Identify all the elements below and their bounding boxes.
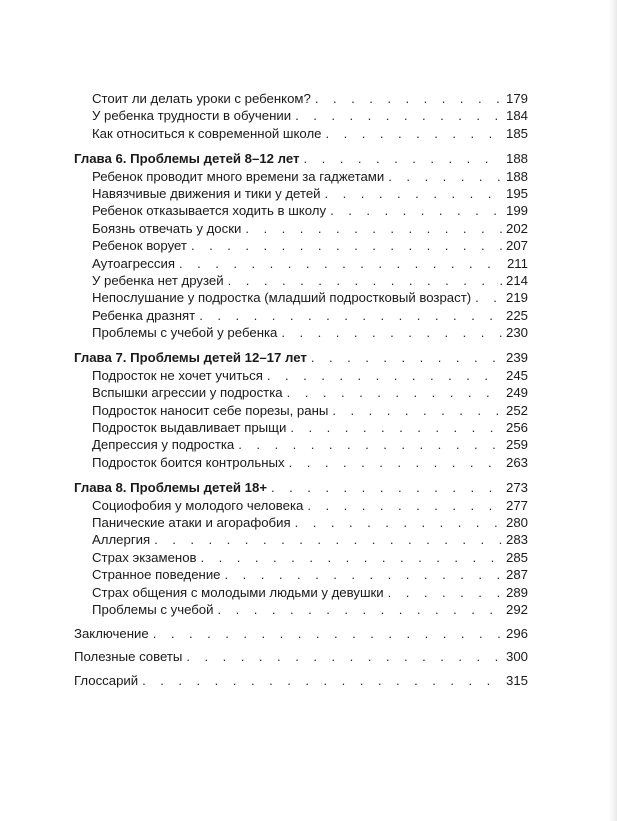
dot-leader bbox=[179, 255, 503, 272]
dot-leader bbox=[289, 454, 502, 471]
toc-entry-title: Проблемы с учебой у ребенка bbox=[92, 325, 278, 341]
toc-entry-title: Подросток наносит себе порезы, раны bbox=[92, 402, 329, 418]
dot-leader bbox=[186, 648, 502, 665]
toc-entry bbox=[74, 307, 528, 324]
toc-entry bbox=[74, 125, 528, 142]
toc-entry-page: 287 bbox=[505, 567, 528, 583]
dot-leader bbox=[201, 549, 502, 566]
toc-entry bbox=[74, 601, 528, 618]
chapter-page: 273 bbox=[505, 480, 528, 496]
toc-entry-page: 207 bbox=[505, 238, 528, 254]
dot-leader bbox=[238, 436, 502, 453]
dot-leader bbox=[290, 419, 502, 436]
toc-entry bbox=[74, 402, 528, 419]
toc-entry bbox=[74, 168, 528, 185]
dot-leader bbox=[295, 107, 502, 124]
toc-entry-page: 245 bbox=[505, 367, 528, 383]
toc-entry-page: 259 bbox=[505, 437, 528, 453]
toc-entry bbox=[74, 454, 528, 471]
dot-leader bbox=[153, 625, 502, 642]
dot-leader bbox=[245, 220, 502, 237]
toc-entry-page: 277 bbox=[505, 497, 528, 513]
toc-entry bbox=[74, 107, 528, 124]
toc-entry-page: 179 bbox=[505, 91, 528, 106]
toc-entry-title: Аллергия bbox=[92, 532, 151, 548]
dot-leader bbox=[287, 384, 502, 401]
toc-entry-page: 230 bbox=[505, 325, 528, 341]
toc-entry bbox=[74, 202, 528, 219]
dot-leader bbox=[332, 402, 502, 419]
toc-entry-title: Панические атаки и агорафобия bbox=[92, 514, 291, 530]
toc-entry bbox=[74, 531, 528, 548]
dot-leader bbox=[304, 150, 502, 167]
chapter-title: Глава 7. Проблемы детей 12–17 лет bbox=[74, 350, 307, 366]
toc-useful-tips bbox=[74, 648, 528, 665]
toc-entry bbox=[74, 255, 528, 272]
toc-entry-page: 199 bbox=[505, 203, 528, 219]
dot-leader bbox=[228, 272, 502, 289]
toc-entry-page: 289 bbox=[505, 584, 528, 600]
toc-entry-title: Подросток не хочет учиться bbox=[92, 367, 263, 383]
toc-entry-page: 249 bbox=[505, 385, 528, 401]
toc-conclusion bbox=[74, 625, 528, 642]
toc-entry bbox=[74, 324, 528, 341]
toc-entry-page: 300 bbox=[505, 649, 528, 665]
toc-entry-page: 214 bbox=[505, 272, 528, 288]
toc-entry-title: Вспышки агрессии у подростка bbox=[92, 385, 283, 401]
toc-entry-title: Непослушание у подростка (младший подростковый возраст) bbox=[92, 290, 472, 306]
toc-entry-page: 252 bbox=[505, 402, 528, 418]
toc-entry-title: Ребенок проводит много времени за гаджетами bbox=[92, 168, 385, 184]
toc-entry-title: Подросток выдавливает прыщи bbox=[92, 420, 287, 436]
dot-leader bbox=[325, 185, 502, 202]
page-edge-shadow bbox=[609, 0, 617, 821]
dot-leader bbox=[311, 349, 502, 366]
toc-entry-page: 188 bbox=[505, 168, 528, 184]
dot-leader bbox=[281, 324, 502, 341]
dot-leader bbox=[295, 514, 502, 531]
toc-entry bbox=[74, 514, 528, 531]
toc-entry-page: 195 bbox=[505, 185, 528, 201]
toc-entry-title: Проблемы с учебой bbox=[92, 601, 214, 617]
dot-leader bbox=[388, 168, 502, 185]
toc-entry bbox=[74, 185, 528, 202]
toc-chapter-6 bbox=[74, 150, 528, 167]
chapter-page: 239 bbox=[505, 350, 528, 366]
dot-leader bbox=[330, 202, 502, 219]
toc-entry-title: Глоссарий bbox=[74, 672, 139, 688]
toc-entry-page: 211 bbox=[506, 255, 528, 271]
toc-entry bbox=[74, 272, 528, 289]
toc-entry bbox=[74, 566, 528, 583]
toc-entry-page: 185 bbox=[505, 125, 528, 141]
toc-entry-title: Навязчивые движения и тики у детей bbox=[92, 185, 321, 201]
dot-leader bbox=[267, 367, 502, 384]
toc-entry-title: Подросток боится контрольных bbox=[92, 454, 285, 470]
table-of-contents bbox=[74, 90, 528, 689]
dot-leader bbox=[315, 90, 502, 107]
toc-entry-title: Как относиться к современной школе bbox=[92, 125, 322, 141]
chapter-title: Глава 8. Проблемы детей 18+ bbox=[74, 480, 268, 496]
chapter-page: 188 bbox=[505, 151, 528, 167]
dot-leader bbox=[191, 237, 502, 254]
dot-leader bbox=[326, 125, 502, 142]
toc-entry-title: Ребенка дразнят bbox=[92, 307, 196, 323]
toc-entry bbox=[74, 237, 528, 254]
dot-leader bbox=[388, 584, 502, 601]
dot-leader bbox=[142, 672, 502, 689]
toc-entry-title: Боязнь отвечать у доски bbox=[92, 220, 242, 236]
toc-entry bbox=[74, 497, 528, 514]
toc-entry-page: 315 bbox=[505, 672, 528, 688]
dot-leader bbox=[218, 601, 502, 618]
toc-entry-page: 285 bbox=[505, 549, 528, 565]
dot-leader bbox=[271, 479, 502, 496]
toc-entry-title: Полезные советы bbox=[74, 649, 183, 665]
toc-entry-page: 219 bbox=[505, 290, 528, 306]
toc-entry bbox=[74, 367, 528, 384]
toc-entry-title: Аутоагрессия bbox=[92, 255, 175, 271]
toc-entry-title: У ребенка трудности в обучении bbox=[92, 108, 292, 124]
toc-entry-page: 225 bbox=[505, 307, 528, 323]
toc-entry bbox=[74, 289, 528, 306]
toc-entry-title: Страх экзаменов bbox=[92, 549, 197, 565]
dot-leader bbox=[475, 289, 502, 306]
toc-entry-page: 283 bbox=[505, 532, 528, 548]
toc-entry bbox=[74, 220, 528, 237]
dot-leader bbox=[154, 531, 502, 548]
toc-entry-title: Ребенок ворует bbox=[92, 238, 187, 254]
dot-leader bbox=[225, 566, 502, 583]
dot-leader bbox=[199, 307, 502, 324]
toc-entry bbox=[74, 436, 528, 453]
toc-entry-page: 256 bbox=[505, 420, 528, 436]
toc-entry-title: Ребенок отказывается ходить в школу bbox=[92, 203, 327, 219]
chapter-title: Глава 6. Проблемы детей 8–12 лет bbox=[74, 151, 300, 167]
dot-leader bbox=[307, 497, 502, 514]
toc-glossary bbox=[74, 672, 528, 689]
toc-entry bbox=[74, 419, 528, 436]
toc-entry-page: 292 bbox=[505, 601, 528, 617]
toc-entry-page: 263 bbox=[505, 454, 528, 470]
toc-entry-title: Стоит ли делать уроки с ребенком? bbox=[92, 91, 311, 106]
toc-chapter-7 bbox=[74, 349, 528, 366]
toc-entry bbox=[74, 384, 528, 401]
toc-chapter-8 bbox=[74, 479, 528, 496]
toc-entry-title: Заключение bbox=[74, 625, 149, 641]
toc-entry-title: У ребенка нет друзей bbox=[92, 272, 224, 288]
toc-entry-title: Страх общения с молодыми людьми у девушки bbox=[92, 584, 384, 600]
toc-entry-page: 296 bbox=[505, 625, 528, 641]
toc-entry-page: 280 bbox=[505, 514, 528, 530]
toc-entry-page: 202 bbox=[505, 220, 528, 236]
toc-entry bbox=[74, 584, 528, 601]
toc-entry bbox=[74, 549, 528, 566]
toc-entry-title: Странное поведение bbox=[92, 567, 221, 583]
toc-entry-page: 184 bbox=[505, 108, 528, 124]
toc-entry-title: Депрессия у подростка bbox=[92, 437, 235, 453]
toc-entry-title: Социофобия у молодого человека bbox=[92, 497, 304, 513]
toc-entry bbox=[74, 90, 528, 107]
